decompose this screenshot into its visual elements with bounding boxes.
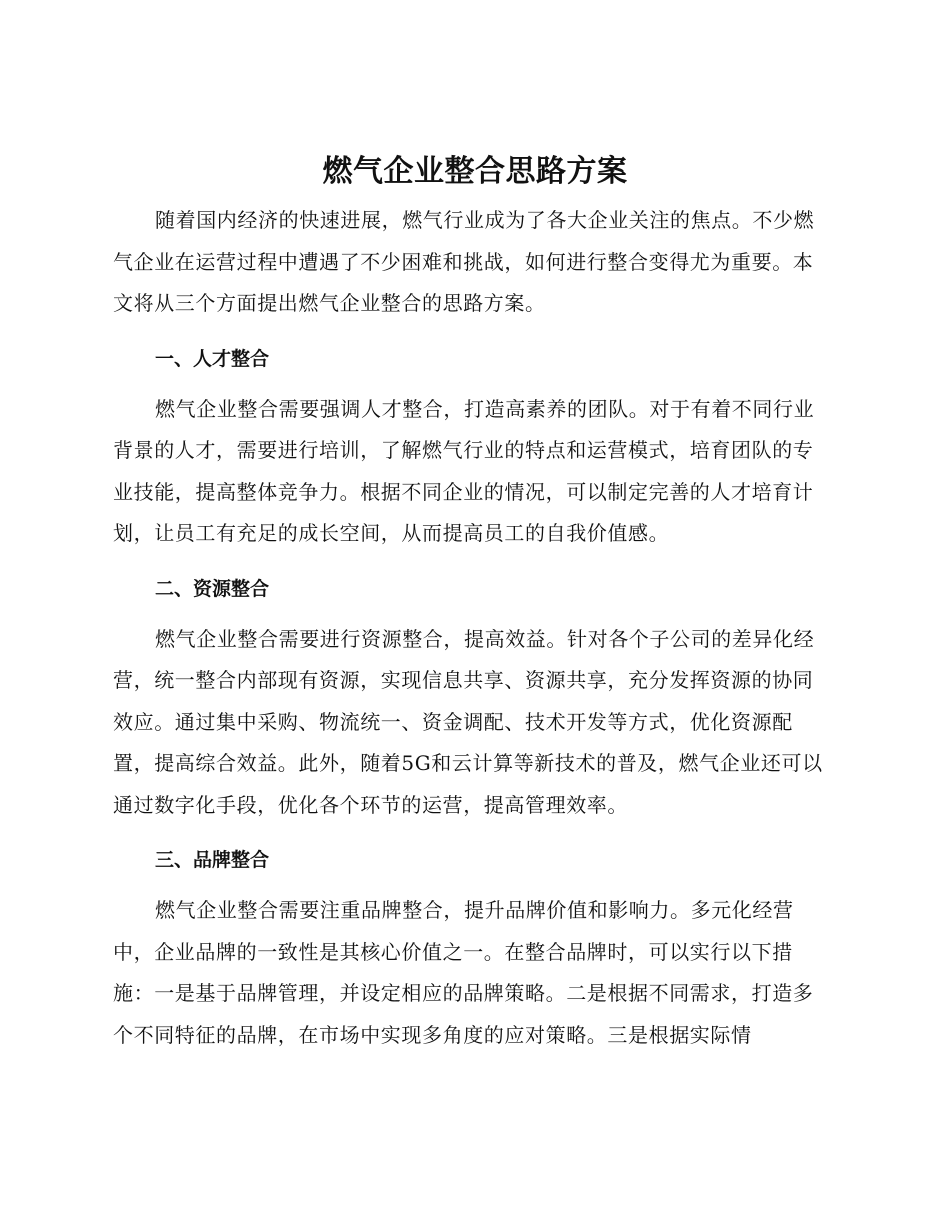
section-heading-talent: 一、人才整合 [155, 347, 270, 370]
intro-paragraph: 随着国内经济的快速进展，燃气行业成为了各大企业关注的焦点。不少燃气企业在运营过程中遭遇了不少困难和挑战，如何进行整合变得尤为重要。本文将从三个方面提出燃气企业整合的思路方案。 [113, 208, 815, 315]
document-title: 燃气企业整合思路方案 [322, 154, 628, 189]
document-body [113, 200, 833, 1056]
section-paragraph-brand: 燃气企业整合需要注重品牌整合，提升品牌价值和影响力。多元化经营中，企业品牌的一致性是其核心价值之一。在整合品牌时，可以实行以下措施：一是基于品牌管理，并设定相应的品牌策略。二是根据不同需求，打造多个不同特征的品牌，在市场中实现多角度的应对策略。三是根据实际情 [113, 898, 814, 1047]
section-paragraph-talent: 燃气企业整合需要强调人才整合，打造高素养的团队。对于有着不同行业背景的人才，需要进行培训，了解燃气行业的特点和运营模式，培育团队的专业技能，提高整体竞争力。根据不同企业的情况，可以制定完善的人才培育计划，让员工有充足的成长空间，从而提高员工的自我价值感。 [113, 396, 815, 545]
section-paragraph-resources: 燃气企业整合需要进行资源整合，提高效益。针对各个子公司的差异化经营，统一整合内部现有资源，实现信息共享、资源共享，充分发挥资源的协同效应。通过集中采购、物流统一、资金调配、技术开发等方式，优化资源配置，提高综合效益。此外，随着5G和云计算等新技术的普及，燃气企业还可以通过数字化手段，优化各个环节的运营，提高管理效率。 [113, 626, 823, 817]
section-heading-brand: 三、品牌整合 [155, 849, 270, 871]
section-heading-resources: 二、资源整合 [155, 577, 270, 600]
